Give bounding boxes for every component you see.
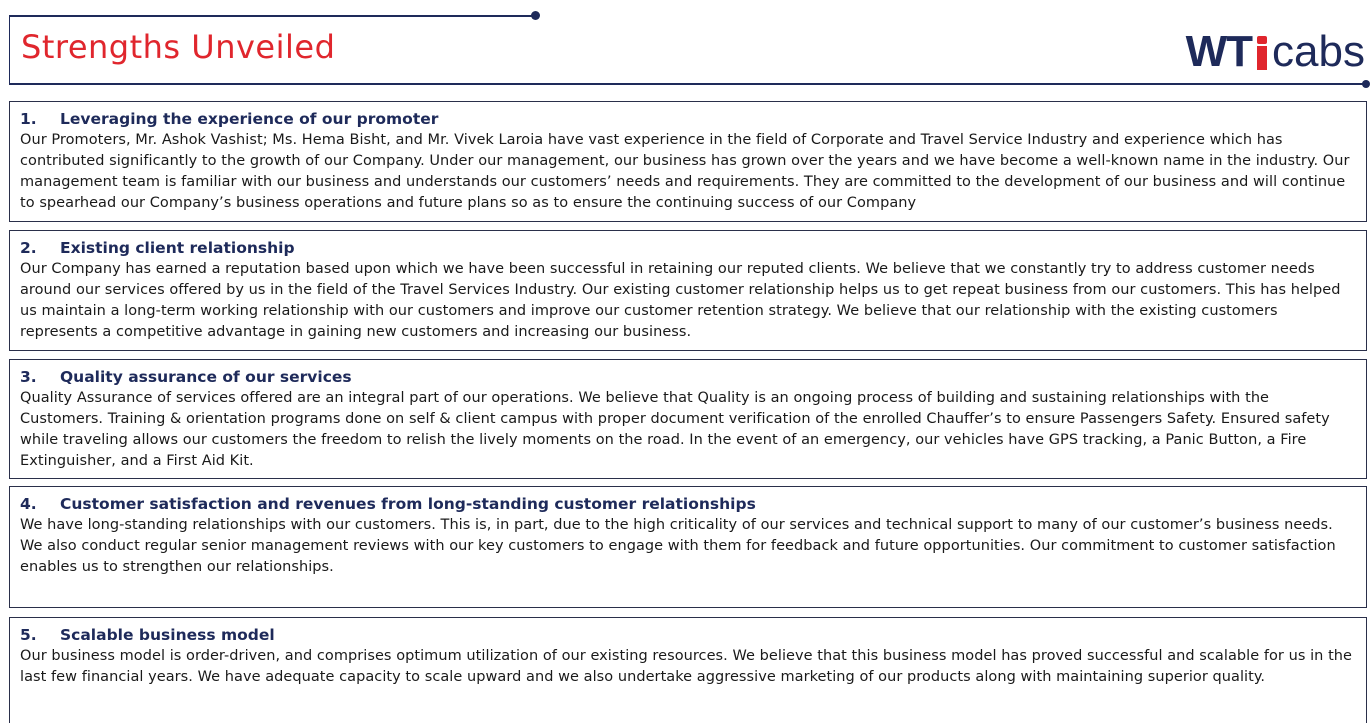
strength-body: Quality Assurance of services offered are an integral part of our operations. We believe that Quality is an ongoing process of building and sustaining relationships with the Customers. Training & orientation programs done on self & client campus with proper document verification of the enrolled Chauffer’s to ensure Passengers Safety. Ensured safety while traveling allows our customers the freedom to relish the lively moments on the road. In the event of an emergency, our vehicles have GPS tracking, a Panic Button, a Fire Extinguisher, and a First Aid Kit. <box>20 390 1330 469</box>
logo-text-cabs: cabs <box>1272 27 1365 76</box>
strength-heading <box>20 238 1356 258</box>
strength-heading <box>20 625 1356 645</box>
strength-box-1 <box>9 101 1367 222</box>
strength-number: 3. <box>20 368 37 386</box>
strength-title: Scalable business model <box>60 626 275 644</box>
logo-i-stem <box>1257 46 1267 70</box>
strength-box-3 <box>9 359 1367 479</box>
strength-body: Our Promoters, Mr. Ashok Vashist; Ms. Hema Bisht, and Mr. Vivek Laroia have vast experience in the field of Corporate and Travel Service Industry and experience which has contributed significantly to the growth of our Company. Under our management, our business has grown over the years and we have become a well-known name in the industry. Our management team is familiar with our business and understands our customers’ needs and requirements. They are committed to the development of our business and will continue to spearhead our Company’s business operations and future plans so as to ensure the continuing success of our Company <box>20 132 1350 211</box>
header-top-line <box>10 15 536 17</box>
strength-body: We have long-standing relationships with our customers. This is, in part, due to the high criticality of our services and technical support to many of our customer’s business needs. We also conduct regular senior management reviews with our key customers to engage with them for feedback and future opportunities. Our commitment to customer satisfaction enables us to strengthen our relationships. <box>20 517 1336 575</box>
strength-box-4 <box>9 486 1367 608</box>
logo-i-mark <box>1254 30 1270 74</box>
header-bottom-dot <box>1362 80 1370 88</box>
strength-box-2 <box>9 230 1367 351</box>
strength-number: 1. <box>20 110 37 128</box>
strength-number: 4. <box>20 495 37 513</box>
strength-body: Our business model is order-driven, and comprises optimum utilization of our existing resources. We believe that this business model has proved successful and scalable for us in the last few financial years. We have adequate capacity to scale upward and we also undertake aggressive marketing of our products along with maintaining superior quality. <box>20 648 1353 685</box>
strength-body: Our Company has earned a reputation based upon which we have been successful in retaining our reputed clients. We believe that we constantly try to address customer needs around our services offered by us in the field of the Travel Services Industry. Our existing customer relationship helps us to get repeat business from our customers. This has helped us maintain a long-term working relationship with our customers and improve our customer retention strategy. We believe that our relationship with the existing customers represents a competitive advantage in gaining new customers and increasing our business. <box>20 261 1341 340</box>
wticabs-logo <box>1186 24 1365 74</box>
strength-number: 2. <box>20 239 37 257</box>
header-bottom-line <box>10 83 1364 85</box>
strength-box-5 <box>9 617 1367 723</box>
logo-text-wt: WT <box>1185 27 1253 76</box>
strength-heading <box>20 367 1356 387</box>
strength-number: 5. <box>20 626 37 644</box>
strength-heading <box>20 494 1356 514</box>
page-title: Strengths Unveiled <box>21 28 336 66</box>
header-top-dot <box>531 11 540 20</box>
logo-i-dot <box>1257 36 1267 44</box>
strength-title: Existing client relationship <box>60 239 295 257</box>
strength-title: Customer satisfaction and revenues from long-standing customer relationships <box>60 495 756 513</box>
strength-title: Quality assurance of our services <box>60 368 352 386</box>
strength-title: Leveraging the experience of our promoter <box>60 110 439 128</box>
strength-heading <box>20 109 1356 129</box>
